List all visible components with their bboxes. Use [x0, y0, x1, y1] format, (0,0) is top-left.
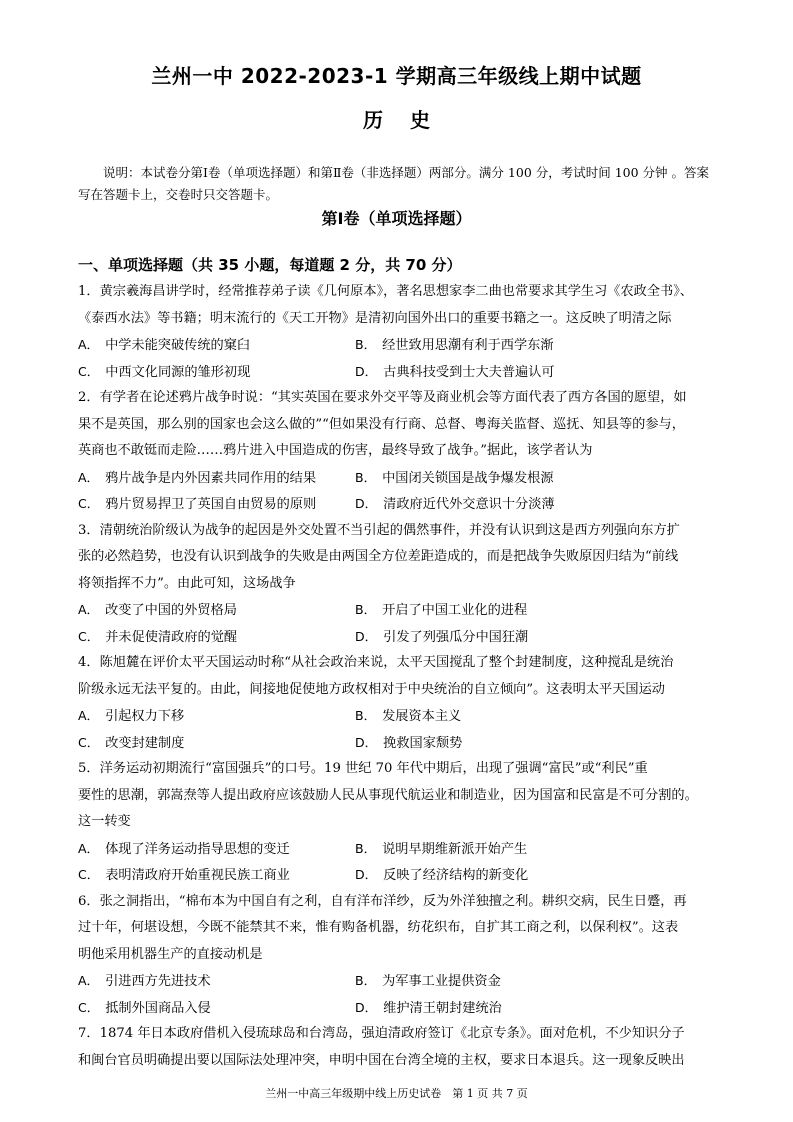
option-text: 经世致用思潮有利于西学东渐 [382, 338, 554, 353]
option-c [78, 624, 355, 651]
question-text-line: 1．黄宗羲海昌讲学时，经常推荐弟子读《几何原本》，著名思想家李二曲也常要求其学生习《农政全书》、 [78, 284, 693, 299]
option-label: B． [355, 708, 377, 723]
option-label: D． [355, 734, 378, 750]
option-a [78, 597, 355, 624]
exam-title: 兰州一中 2022-2023-1 学期高三年级线上期中试题 [151, 64, 642, 88]
question-text-line: 果不是英国，那么别的国家也会这么做的”“但如果没有行商、总督、粤海关监督、巡抚、知县等的参与， [78, 416, 685, 432]
question-text-line: 4．陈旭麓在评价太平天国运动时称“从社会政治来说，太平天国搅乱了整个封建制度，这种搅乱是统治 [78, 655, 674, 670]
question-text-line: 这一转变 [78, 814, 131, 829]
question-text-line: 7．1874 年日本政府借机入侵琉球岛和台湾岛，强迫清政府签订《北京专条》。面对危机，不少知识分子 [78, 1026, 685, 1041]
question-text-line: 《泰西水法》等书籍；明末流行的《天工开物》是清初向国外出口的重要书籍之一。这反映了明清之际 [78, 310, 672, 326]
option-b [355, 703, 632, 730]
option-text: 中国闭关锁国是战争爆发根源 [382, 470, 554, 486]
option-label: B． [355, 840, 377, 856]
option-label: A． [78, 469, 100, 485]
option-label: C． [78, 628, 100, 644]
question-text-line: 6．张之洞指出，“棉布本为中国自有之利，自有洋布洋纱，反为外洋独擅之利。耕织交病，民生日蹙，再 [78, 893, 687, 909]
option-text: 改变了中国的外贸格局 [105, 603, 237, 618]
option-b [355, 332, 632, 359]
question-5-options [78, 836, 720, 889]
option-c [78, 730, 355, 757]
option-text: 反映了经济结构的新变化 [383, 868, 529, 883]
question-4-options [78, 703, 720, 756]
option-text: 清政府近代外交意识十分淡薄 [383, 497, 555, 512]
option-text: 鸦片战争是内外因素共同作用的结果 [105, 470, 317, 486]
option-text: 挽救国家颓势 [383, 735, 463, 751]
option-d [355, 862, 632, 889]
question-3 [78, 518, 720, 598]
exam-subject: 历 史 [363, 108, 430, 132]
option-text: 开启了中国工业化的进程 [382, 603, 528, 618]
question-text-line: 张的必然趋势，也没有认识到战争的失败是由两国全方位差距造成的，而是把战争失败原因归结为“前线 [78, 549, 679, 564]
question-text-line: 阶级永远无法平复的。由此，间接地促使地方政权相对于中央统治的自立倾向”。这表明太平天国运动 [78, 681, 665, 697]
option-d [355, 730, 632, 757]
option-b [355, 465, 632, 492]
option-d [355, 359, 632, 386]
option-label: D． [355, 867, 378, 882]
question-7 [78, 1021, 720, 1074]
question-4 [78, 650, 720, 703]
option-label: D． [355, 628, 378, 644]
question-text-line: 将领指挥不力”。由此可知，这场战争 [78, 575, 296, 591]
option-d [355, 491, 632, 518]
option-b [355, 836, 632, 863]
option-text: 古典科技受到士大夫普遍认可 [383, 364, 555, 380]
question-text-line: 2．有学者在论述鸦片战争时说：“其实英国在要求外交平等及商业机会等方面代表了西方各国的愿望，如 [78, 390, 687, 405]
option-label: D． [355, 363, 378, 379]
option-a [78, 968, 355, 995]
option-d [355, 624, 632, 651]
question-text-line: 3．清朝统治阶级认为战争的起因是外交处置不当引起的偶然事件，并没有认识到这是西方列强向东方扩 [78, 522, 680, 538]
question-2-options [78, 465, 720, 518]
question-6 [78, 889, 720, 969]
option-text: 引起权力下移 [105, 709, 185, 724]
question-6-options [78, 968, 720, 1021]
option-text: 并未促使清政府的觉醒 [105, 629, 238, 645]
option-c [78, 491, 355, 518]
option-b [355, 597, 632, 624]
question-1-options [78, 332, 720, 385]
option-label: A． [78, 337, 100, 352]
section-heading: 一、单项选择题（共 35 小题，每道题 2 分，共 70 分） [78, 256, 462, 274]
option-text: 鸦片贸易捍卫了英国自由贸易的原则 [105, 497, 317, 512]
question-1 [78, 279, 720, 332]
option-c [78, 995, 355, 1022]
exam-instructions: 说明：本试卷分第Ⅰ卷（单项选择题）和第Ⅱ卷（非选择题）两部分。满分 100 分，考试时间 100 分钟 。答案写在答题卡上，交卷时只交答题卡。 [78, 165, 710, 202]
question-3-options [78, 597, 720, 650]
option-label: C． [78, 999, 100, 1015]
option-c [78, 359, 355, 386]
option-label: A． [78, 708, 100, 723]
part-heading: 第Ⅰ卷（单项选择题） [321, 209, 472, 228]
question-text-line: 英商也不敢铤而走险……鸦片进入中国造成的伤害，最终导致了战争。”据此，该学者认为 [78, 443, 593, 458]
option-text: 为军事工业提供资金 [382, 974, 501, 989]
option-text: 说明早期维新派开始产生 [382, 841, 528, 857]
option-label: A． [78, 840, 100, 856]
option-label: B． [355, 469, 377, 485]
option-label: A． [78, 973, 100, 988]
option-label: B． [355, 602, 377, 617]
option-label: D． [355, 496, 378, 511]
question-text-line: 明他采用机器生产的直接动机是 [78, 946, 263, 962]
option-text: 抵制外国商品入侵 [105, 1000, 211, 1016]
option-text: 引进西方先进技术 [105, 974, 211, 989]
option-text: 中西文化同源的雏形初现 [105, 364, 251, 380]
option-text: 体现了洋务运动指导思想的变迁 [105, 841, 290, 857]
option-text: 引发了列强瓜分中国狂潮 [383, 629, 529, 645]
question-5 [78, 756, 720, 836]
question-text-line: 过十年，何堪设想，今既不能禁其不来，惟有购备机器，纺花织布，自扩其工商之利，以保利权”。这表 [78, 920, 679, 935]
option-text: 发展资本主义 [382, 709, 462, 724]
option-a [78, 836, 355, 863]
option-label: D． [355, 999, 378, 1015]
option-text: 表明清政府开始重视民族工商业 [105, 868, 290, 883]
question-text-line: 要性的思潮，郭嵩焘等人提出政府应该鼓励人民从事现代航运业和制造业，因为国富和民富是不可分割的。 [78, 787, 698, 803]
option-label: C． [78, 734, 100, 750]
page-footer: 兰州一中高三年级期中线上历史试卷 第 1 页 共 7 页 [265, 1087, 528, 1100]
option-d [355, 995, 632, 1022]
option-label: C． [78, 363, 100, 379]
option-a [78, 703, 355, 730]
option-label: C． [78, 867, 100, 882]
option-a [78, 332, 355, 359]
option-label: B． [355, 973, 377, 988]
option-label: B． [355, 337, 377, 352]
question-text-line: 5．洋务运动初期流行“富国强兵”的口号。19 世纪 70 年代中期后，出现了强调“富民”或“利民”重 [78, 761, 648, 776]
option-label: C． [78, 496, 100, 511]
option-text: 改变封建制度 [105, 735, 185, 751]
option-a [78, 465, 355, 492]
question-2 [78, 385, 720, 465]
option-c [78, 862, 355, 889]
question-text-line: 和闽台官员明确提出要以国际法处理冲突，申明中国在台湾全境的主权，要求日本退兵。这一现象反映出 [78, 1052, 685, 1068]
option-text: 中学未能突破传统的窠臼 [105, 338, 251, 353]
option-label: A． [78, 602, 100, 617]
option-b [355, 968, 632, 995]
option-text: 维护清王朝封建统治 [383, 1000, 502, 1016]
